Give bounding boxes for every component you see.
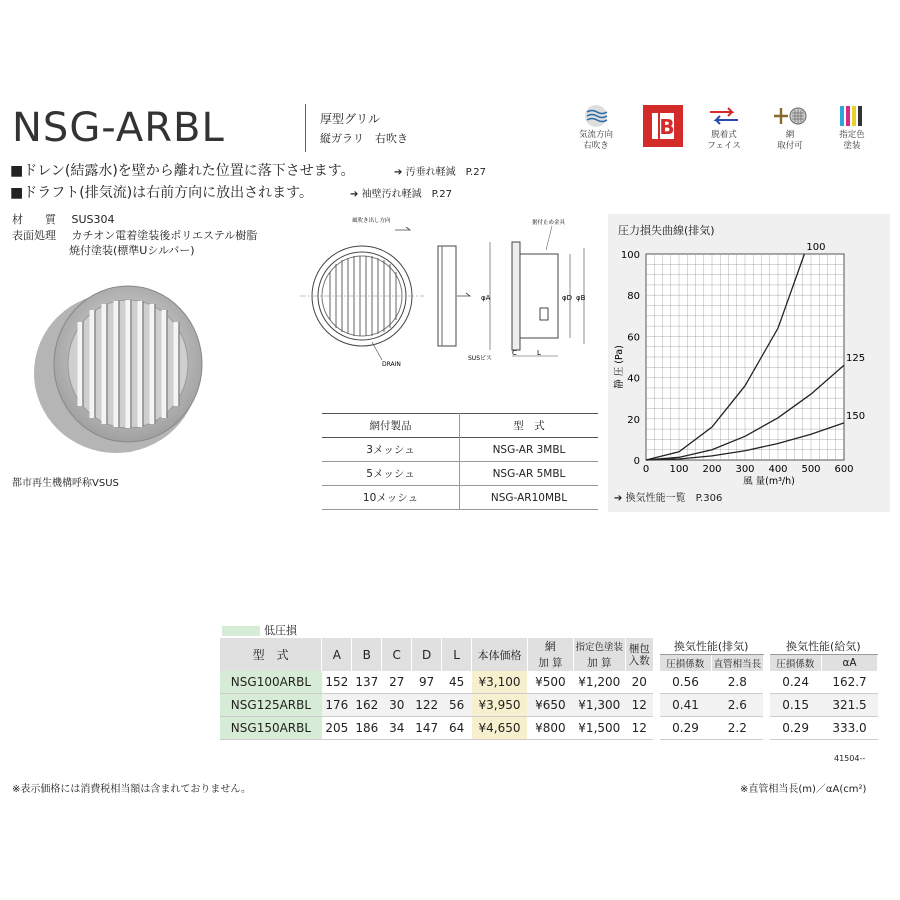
cell-a: 152 bbox=[322, 671, 352, 694]
series-label: 125 bbox=[846, 353, 866, 365]
col-l: L bbox=[442, 638, 472, 671]
x-tick-label: 400 bbox=[768, 464, 788, 475]
col-color: 指定色塗装 bbox=[573, 638, 625, 655]
feature-text: ■ドレン(結露水)を壁から離れた位置に落下させます。 bbox=[10, 163, 355, 179]
cell-b: 137 bbox=[352, 671, 382, 694]
product-title: NSG-ARBL bbox=[12, 105, 225, 151]
pressure-loss-chart bbox=[608, 214, 890, 512]
icon-label: 指定色 bbox=[839, 130, 865, 140]
screw-label: SUSビス bbox=[468, 355, 493, 362]
col-color-sub: 加 算 bbox=[573, 655, 625, 672]
feature-ref-text: 袖壁汚れ軽減 P.27 bbox=[361, 189, 452, 200]
parts-label: 据付止め金具 bbox=[532, 220, 566, 226]
airflow-right-icon bbox=[581, 104, 611, 128]
chart-ref-text: 換気性能一覧 P.306 bbox=[625, 493, 723, 504]
y-tick-label: 60 bbox=[627, 332, 640, 344]
legend-low-loss bbox=[222, 622, 297, 638]
material-spec bbox=[12, 212, 115, 227]
cell-b: 186 bbox=[352, 717, 382, 740]
table-row bbox=[322, 462, 598, 486]
table-code: 41504-- bbox=[834, 754, 866, 763]
b-mark-badge bbox=[642, 104, 684, 150]
product-type: 厚型グリル bbox=[320, 112, 381, 126]
dim-d-label: φD bbox=[562, 294, 573, 302]
drain-label: DRAIN bbox=[382, 361, 401, 368]
col-a: A bbox=[322, 638, 352, 671]
cell-su-loss: 0.29 bbox=[770, 717, 822, 740]
y-tick-label: 20 bbox=[627, 414, 640, 426]
feature-drain bbox=[10, 160, 355, 180]
cell-c: 30 bbox=[382, 694, 412, 717]
product-photo bbox=[28, 278, 218, 458]
table-row bbox=[322, 486, 598, 510]
mesh-type: 5メッシュ bbox=[322, 462, 460, 486]
cell-su-loss: 0.24 bbox=[770, 671, 822, 694]
cell-price: ¥3,100 bbox=[472, 671, 528, 694]
mesh-attachable-badge bbox=[770, 104, 810, 152]
color-paint-badge bbox=[832, 104, 872, 152]
col-pack: 梱包入数 bbox=[625, 638, 653, 671]
col-price: 本体価格 bbox=[472, 638, 528, 671]
cell-pack: 12 bbox=[625, 694, 653, 717]
finish-spec bbox=[12, 228, 257, 243]
title-divider bbox=[305, 104, 306, 152]
cell-mesh: ¥800 bbox=[527, 717, 573, 740]
dim-c-label: C bbox=[512, 349, 517, 357]
y-axis-label: 静 圧 (Pa) bbox=[614, 345, 625, 389]
mesh-model: NSG-AR 3MBL bbox=[492, 443, 566, 456]
cell-price: ¥3,950 bbox=[472, 694, 528, 717]
icon-label: 脱着式 bbox=[711, 130, 737, 140]
cell-d: 147 bbox=[412, 717, 442, 740]
col-model: 型 式 bbox=[220, 638, 322, 671]
direction-label: 風吹き出し方向 bbox=[352, 218, 391, 224]
technical-drawing bbox=[300, 210, 605, 380]
table-row bbox=[220, 717, 878, 740]
x-tick-label: 300 bbox=[735, 464, 755, 475]
cell-d: 97 bbox=[412, 671, 442, 694]
cell-su-alpha: 162.7 bbox=[822, 671, 878, 694]
mesh-model: NSG-AR 5MBL bbox=[492, 467, 566, 480]
table-header-row bbox=[322, 414, 598, 438]
cell-ex-len: 2.2 bbox=[711, 717, 763, 740]
feature-ref bbox=[394, 163, 486, 178]
cell-color: ¥1,300 bbox=[573, 694, 625, 717]
arrow-right-icon: ➔ bbox=[614, 493, 623, 504]
chart-title: 圧力損失曲線(排気) bbox=[618, 224, 715, 237]
product-subtype: 縦ガラリ 右吹き bbox=[320, 132, 408, 145]
cell-price: ¥4,650 bbox=[472, 717, 528, 740]
x-tick-label: 200 bbox=[702, 464, 722, 475]
cell-ex-loss: 0.41 bbox=[660, 694, 712, 717]
cell-a: 176 bbox=[322, 694, 352, 717]
cell-b: 162 bbox=[352, 694, 382, 717]
dim-a-label: φA bbox=[481, 294, 491, 302]
dim-l-label: L bbox=[537, 349, 541, 357]
cell-ex-len: 2.8 bbox=[711, 671, 763, 694]
col-su-loss: 圧損係数 bbox=[770, 655, 822, 672]
col-c: C bbox=[382, 638, 412, 671]
material-label: 材 質 bbox=[12, 213, 56, 226]
y-tick-label: 0 bbox=[633, 456, 640, 467]
cell-ex-len: 2.6 bbox=[711, 694, 763, 717]
cell-su-alpha: 321.5 bbox=[822, 694, 878, 717]
feature-draft bbox=[10, 182, 313, 202]
cell-mesh: ¥500 bbox=[527, 671, 573, 694]
col-supply: 換気性能(給気) bbox=[770, 638, 878, 655]
color-paint-icon bbox=[837, 104, 867, 128]
column-header: 網付製品 bbox=[322, 414, 460, 438]
arrow-right-icon: ➔ bbox=[350, 189, 359, 200]
arrow-right-icon: ➔ bbox=[394, 167, 403, 178]
col-mesh-sub: 加 算 bbox=[527, 655, 573, 672]
y-tick-label: 80 bbox=[627, 291, 640, 303]
material-value: SUS304 bbox=[71, 213, 115, 226]
icon-label: 塗装 bbox=[843, 141, 861, 151]
x-tick-label: 100 bbox=[669, 464, 689, 475]
b-mark-icon bbox=[642, 104, 684, 148]
cell-ex-loss: 0.56 bbox=[660, 671, 712, 694]
x-tick-label: 500 bbox=[801, 464, 821, 475]
cell-c: 34 bbox=[382, 717, 412, 740]
col-su-alpha: αA bbox=[822, 655, 878, 672]
cell-color: ¥1,200 bbox=[573, 671, 625, 694]
mesh-type: 3メッシュ bbox=[322, 438, 460, 462]
product-caption: 都市再生機構呼称VSUS bbox=[12, 478, 119, 489]
cell-pack: 12 bbox=[625, 717, 653, 740]
chart-plot bbox=[608, 214, 890, 512]
icon-label: 右吹き bbox=[583, 141, 609, 151]
chart-ref bbox=[614, 489, 722, 504]
airflow-right-badge bbox=[576, 104, 616, 152]
col-mesh: 網 bbox=[527, 638, 573, 655]
detachable-face-icon bbox=[707, 104, 741, 128]
cell-l: 64 bbox=[442, 717, 472, 740]
legend-swatch bbox=[222, 626, 260, 636]
col-b: B bbox=[352, 638, 382, 671]
cell-c: 27 bbox=[382, 671, 412, 694]
icon-label: 気流方向 bbox=[578, 130, 613, 140]
feature-text: ■ドラフト(排気流)は右前方向に放出されます。 bbox=[10, 185, 314, 201]
mesh-model: NSG-AR10MBL bbox=[490, 491, 568, 504]
cell-l: 56 bbox=[442, 694, 472, 717]
table-row bbox=[220, 694, 878, 717]
table-row bbox=[322, 438, 598, 462]
icon-label: 取付可 bbox=[777, 141, 803, 151]
cell-pack: 20 bbox=[625, 671, 653, 694]
cell-d: 122 bbox=[412, 694, 442, 717]
arrow-right-icon bbox=[457, 293, 470, 296]
table-row bbox=[220, 671, 878, 694]
cell-su-loss: 0.15 bbox=[770, 694, 822, 717]
x-tick-label: 600 bbox=[834, 464, 854, 475]
col-d: D bbox=[412, 638, 442, 671]
series-label: 100 bbox=[806, 242, 826, 253]
y-tick-label: 40 bbox=[627, 373, 640, 385]
cell-color: ¥1,500 bbox=[573, 717, 625, 740]
arrow-right-icon bbox=[395, 227, 410, 230]
col-ex-loss: 圧損係数 bbox=[660, 655, 712, 672]
cell-su-alpha: 333.0 bbox=[822, 717, 878, 740]
cell-model: NSG100ARBL bbox=[220, 671, 322, 694]
svg-text:B: B bbox=[659, 115, 675, 139]
cell-mesh: ¥650 bbox=[527, 694, 573, 717]
feature-ref-text: 汚垂れ軽減 P.27 bbox=[405, 167, 486, 178]
icon-label: フェイス bbox=[707, 141, 741, 151]
product-spec-table bbox=[220, 638, 878, 740]
mesh-options-table bbox=[322, 413, 598, 510]
legend-label: 低圧損 bbox=[264, 624, 297, 637]
col-exhaust: 換気性能(排気) bbox=[660, 638, 764, 655]
series-label: 150 bbox=[846, 410, 866, 422]
mesh-type: 10メッシュ bbox=[322, 486, 460, 510]
detachable-face-badge bbox=[704, 104, 744, 152]
col-ex-equiv: 直管相当長 bbox=[711, 655, 763, 672]
cell-a: 205 bbox=[322, 717, 352, 740]
cell-model: NSG125ARBL bbox=[220, 694, 322, 717]
icon-label: 網 bbox=[785, 130, 795, 140]
y-tick-label: 100 bbox=[620, 250, 640, 261]
footnote-tax: ※表示価格には消費税相当額は含まれておりません。 bbox=[12, 784, 251, 795]
x-axis-label: 風 量(m³/h) bbox=[743, 476, 795, 487]
dim-b-label: φB bbox=[576, 294, 586, 302]
column-header: 型 式 bbox=[513, 420, 545, 432]
mesh-attachable-icon bbox=[773, 104, 807, 128]
cell-model: NSG150ARBL bbox=[220, 717, 322, 740]
finish-label: 表面処理 bbox=[12, 229, 56, 242]
cell-l: 45 bbox=[442, 671, 472, 694]
cell-ex-loss: 0.29 bbox=[660, 717, 712, 740]
footnote-units: ※直管相当長(m)／αA(cm²) bbox=[740, 784, 867, 795]
feature-ref bbox=[350, 185, 452, 200]
x-tick-label: 0 bbox=[642, 464, 650, 475]
finish-value: カチオン電着塗装後ポリエステル樹脂 bbox=[71, 229, 258, 242]
finish-value-2: 焼付塗装(標準Uシルバー) bbox=[69, 244, 195, 257]
